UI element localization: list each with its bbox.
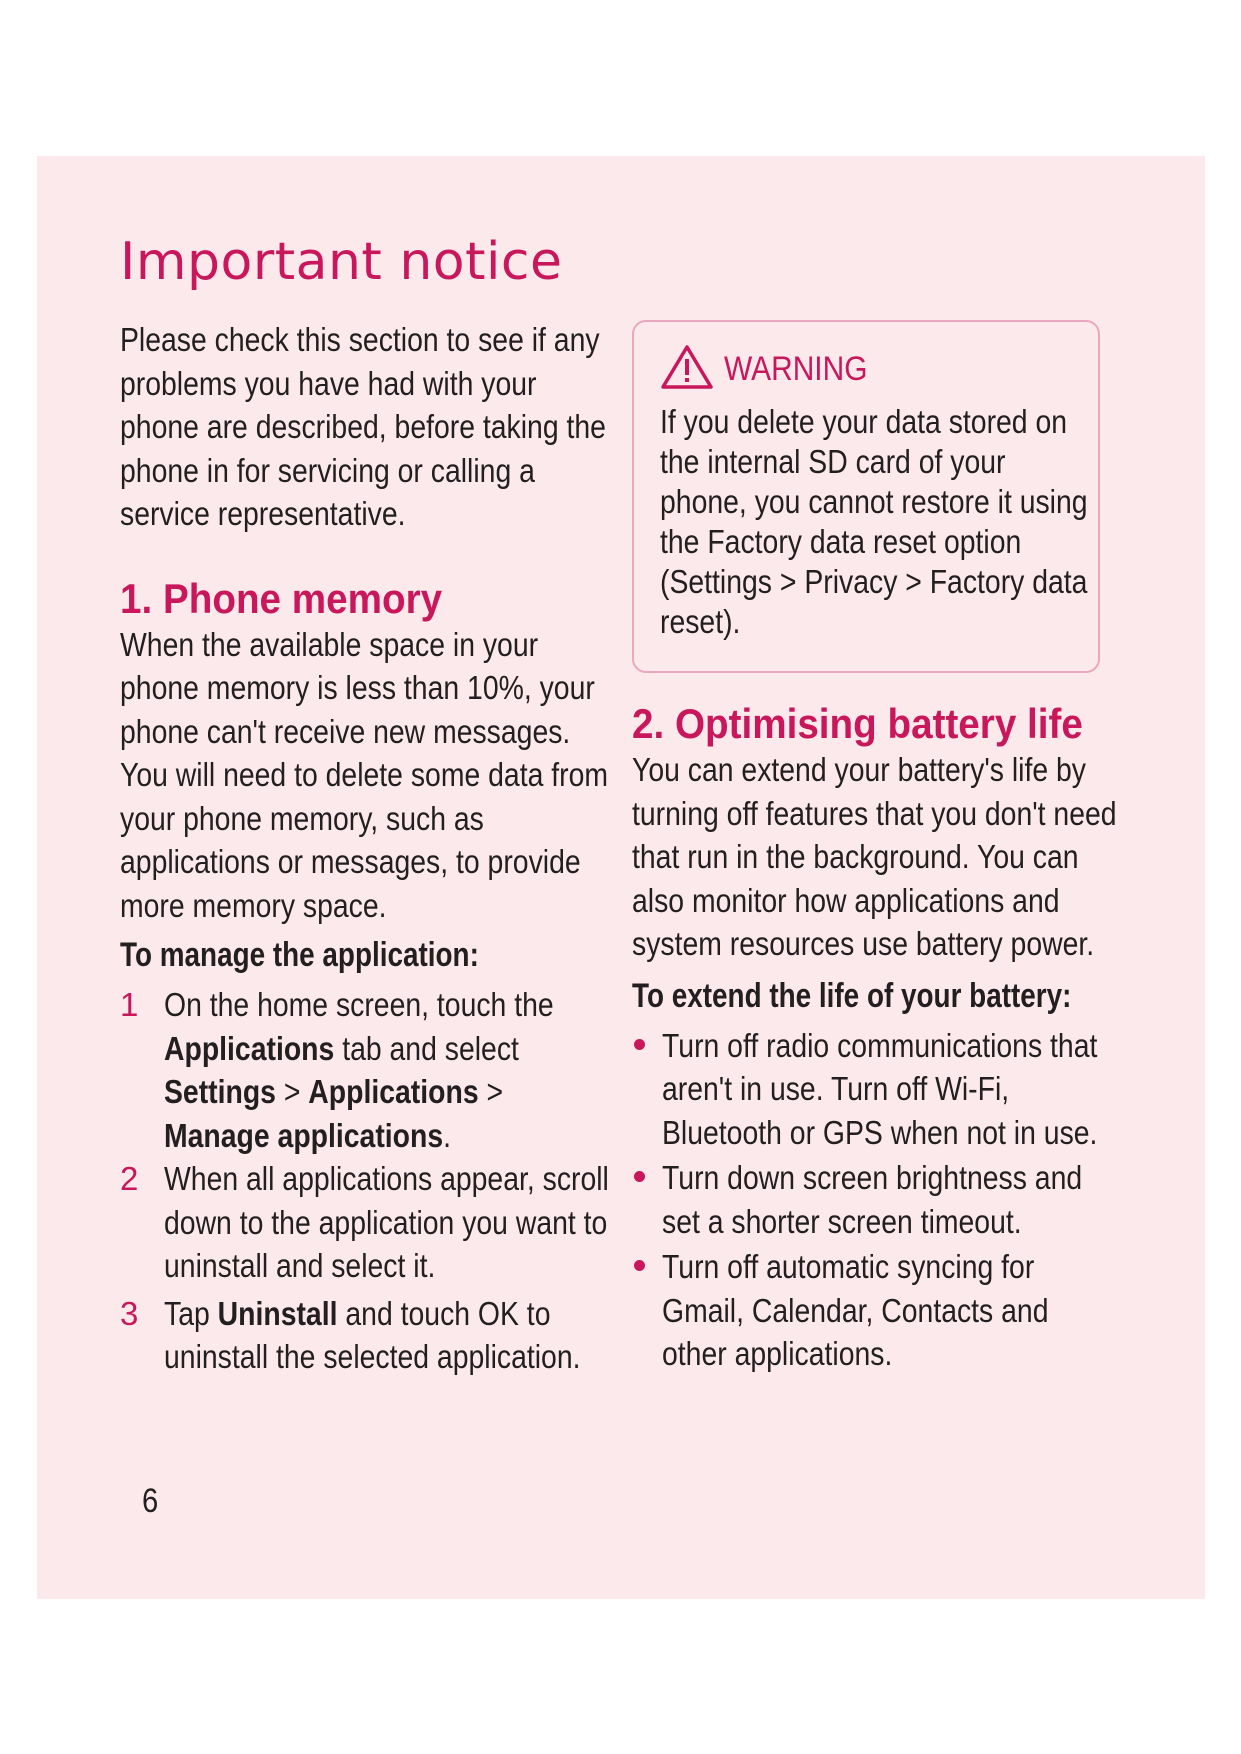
warning-label: WARNING [724,350,868,388]
battery-paragraph: You can extend your battery's life by turning off features that you don't need that run in the background. You can also monitor how applications and system resources use battery power. [632,751,1117,962]
right-column [632,700,1122,1376]
battery-heading: 2. Optimising battery life [632,700,1083,747]
bullet-text: Turn down screen brightness and set a shorter screen timeout. [662,1159,1083,1240]
extend-battery-subheading: To extend the life of your battery: [632,976,1072,1015]
warning-text [660,402,1090,642]
page-number: 6 [142,1482,159,1520]
battery-tips-list [632,1024,1122,1376]
step-item [120,1292,610,1379]
warning-triangle-icon [660,344,714,395]
step-text: On the home screen, touch the Applications tab and select Settings > Applications > Manage applications. [164,986,554,1154]
step-number: 1 [120,986,139,1023]
step-item [120,1157,610,1288]
manage-applications-term: Manage applications [164,1116,444,1154]
step-number: 2 [120,1160,139,1197]
list-item [632,1024,1122,1155]
phone-memory-paragraph: When the available space in your phone memory is less than 10%, your phone can't receive new messages. You will need to delete some data from your phone memory, such as applications or messages, to provide more memory space. [120,625,609,924]
manage-steps-list [120,983,610,1379]
step-text: Tap Uninstall and touch OK to uninstall the selected application. [164,1294,581,1375]
list-item [632,1245,1122,1376]
bullet-icon [634,1171,645,1182]
left-column [120,318,610,1379]
step-text: When all applications appear, scroll down to the application you want to uninstall and select it. [164,1160,609,1284]
bullet-text: Turn off automatic syncing for Gmail, Calendar, Contacts and other applications. [662,1248,1049,1372]
phone-memory-heading: 1. Phone memory [120,574,443,622]
bullet-icon [634,1039,645,1050]
settings-term: Settings [164,1073,276,1110]
page-title: Important notice [120,232,563,292]
applications-term: Applications [308,1073,479,1110]
uninstall-term: Uninstall [217,1294,338,1332]
warning-header [660,344,887,395]
manage-application-subheading: To manage the application: [120,936,479,974]
step-number: 3 [120,1294,139,1332]
warning-paragraph: If you delete your data stored on the internal SD card of your phone, you cannot restore it using the Factory data reset option (Settings > Privacy > Factory data reset). [660,403,1088,640]
intro-paragraph: Please check this section to see if any problems you have had with your phone are described, before taking the phone in for servicing or calling a service representative. [120,321,606,532]
step-item [120,983,610,1157]
bullet-icon [634,1260,645,1271]
list-item [632,1156,1122,1243]
applications-tab-term: Applications [164,1029,335,1067]
bullet-text: Turn off radio communications that aren't in use. Turn off Wi-Fi, Bluetooth or GPS when not in use. [662,1026,1098,1151]
warning-box [632,320,1100,673]
